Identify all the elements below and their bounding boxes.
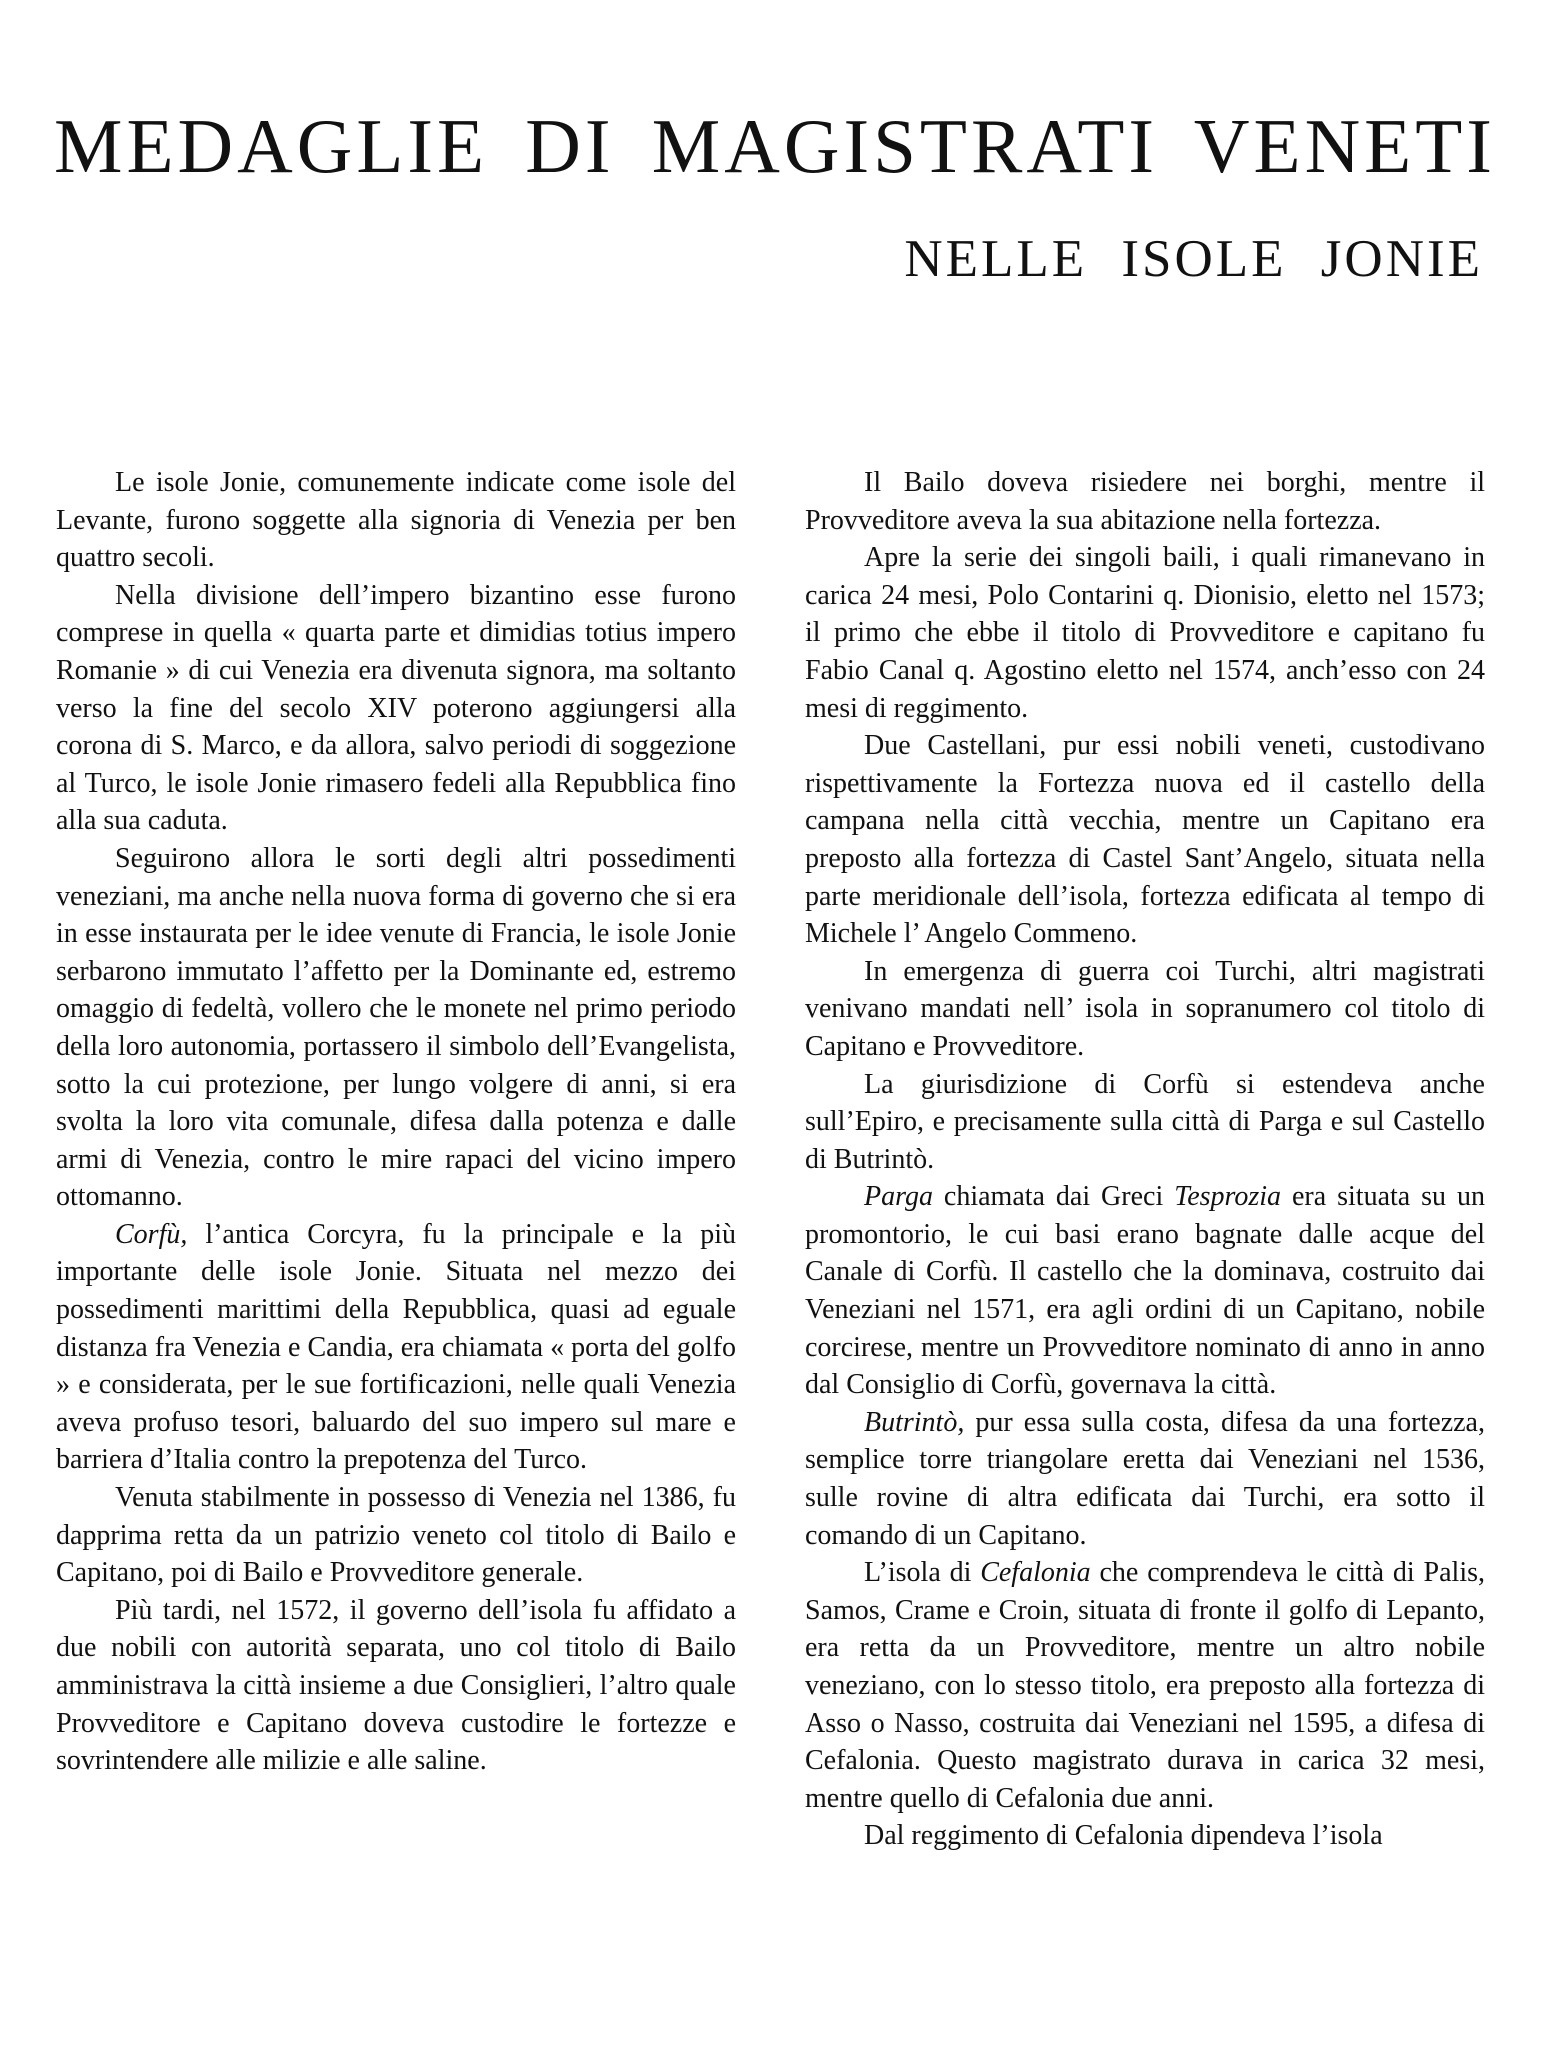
article-subtitle: NELLE ISOLE JONIE [904,230,1483,288]
paragraph: In emergenza di guerra coi Turchi, altri magistrati venivano mandati nell’ isola in sopranumero col titolo di Capitano e Provveditore. [805,955,1485,1062]
paragraph: Più tardi, nel 1572, il governo dell’isola fu affidato a due nobili con autorità separata, uno col titolo di Bailo amministrava la città insieme a due Consiglieri, l’altro quale Provveditore e Capitano doveva custodire le fortezze e sovrintendere alle milizie e alle saline. [56,1594,736,1777]
place-name-italic: Tesprozia [1174,1181,1282,1213]
paragraph-text: che comprendeva le città di Palis, Samos, Crame e Croin, situata di fronte il golfo di Lepanto, era retta da un Provveditore, mentre un altro nobile veneziano, con lo stesso titolo, era preposto alla fortezza di Asso o Nasso, costruita dai Veneziani nel 1595, a difesa di Cefalonia. Questo magistrato durava in carica 32 mesi, mentre quello di Cefalonia due anni. [805,1557,1485,1814]
paragraph: Nella divisione dell’impero bizantino esse furono comprese in quella « quarta parte et dimidias totius impero Romanie » di cui Venezia era divenuta signora, ma soltanto verso la fine del secolo XIV poterono aggiungersi alla corona di S. Marco, e da allora, salvo periodi di soggezione al Turco, le isole Jonie rimasero fedeli alla Repubblica fino alla sua caduta. [56,579,736,837]
paragraph-text: l’antica Corcyra, fu la principale e la più importante delle isole Jonie. Situata nel mezzo dei possedimenti marittimi della Repubblica, quasi ad eguale distanza fra Venezia e Candia, era chiamata « porta del golfo » e considerata, per le sue fortificazioni, nelle quali Venezia aveva profuso tesori, baluardo del suo impero sul mare e barriera d’Italia contro la prepotenza del Turco. [56,1218,736,1476]
place-name-italic: Butrintò, [864,1406,965,1438]
paragraph [805,1178,1485,1404]
paragraph: Due Castellani, pur essi nobili veneti, custodivano rispettivamente la Fortezza nuova ed il castello della campana nella città vecchia, mentre un Capitano era preposto alla fortezza di Castel Sant’Angelo, situata nella parte meridionale dell’isola, fortezza edificata al tempo di Michele l’ Angelo Commeno. [805,730,1485,950]
paragraph: Venuta stabilmente in possesso di Venezia nel 1386, fu dapprima retta da un patrizio veneto col titolo di Bailo e Capitano, poi di Bailo e Provveditore generale. [56,1482,736,1589]
paragraph: Seguirono allora le sorti degli altri possedimenti veneziani, ma anche nella nuova forma di governo che si era in esse instaurata per le idee venute di Francia, le isole Jonie serbarono immutato l’affetto per la Dominante ed, estremo omaggio di fedeltà, vollero che le monete nel primo periodo della loro autonomia, portassero il simbolo dell’Evangelista, sotto la cui protezione, per lungo volgere di anni, si era svolta la loro vita comunale, difesa dalla potenza e dalle armi di Venezia, contro le mire rapaci del vicino impero ottomanno. [56,842,736,1213]
paragraph: Apre la serie dei singoli baili, i quali rimanevano in carica 24 mesi, Polo Contarini q. Dionisio, eletto nel 1573; il primo che ebbe il titolo di Provveditore e capitano fu Fabio Canal q. Agostino eletto nel 1574, anch’esso con 24 mesi di reggimento. [805,542,1485,724]
place-name-italic: Corfù, [115,1218,188,1250]
paragraph-text: L’isola di [864,1557,981,1589]
paragraph [805,1404,1485,1554]
paragraph: Dal reggimento di Cefalonia dipendeva l’isola [864,1820,1383,1852]
paragraph-text: chiamata dai Greci [932,1181,1175,1213]
right-text-column [805,464,1485,1855]
paragraph-text: pur essa sulla costa, difesa da una fortezza, semplice torre triangolare eretta dai Veneziani nel 1536, sulle rovine di altra edificata dai Turchi, era sotto il comando di un Capitano. [805,1406,1485,1551]
paragraph [805,1554,1485,1817]
place-name-italic: Cefalonia [980,1557,1091,1589]
paragraph [56,1216,736,1479]
place-name-italic: Parga [864,1181,933,1213]
paragraph: Il Bailo doveva risiedere nei borghi, mentre il Provveditore aveva la sua abitazione nella fortezza. [805,467,1485,536]
paragraph: La giurisdizione di Corfù si estendeva anche sull’Epiro, e precisamente sulla città di Parga e sul Castello di Butrintò. [805,1068,1485,1175]
paragraph-text: era situata su un promontorio, le cui basi erano bagnate dalle acque del Canale di Corfù. Il castello che la dominava, costruito dai Veneziani nel 1571, era agli ordini di un Capitano, nobile corcirese, mentre un Provveditore nominato di anno in anno dal Consiglio di Corfù, governava la città. [805,1181,1485,1401]
paragraph: Le isole Jonie, comunemente indicate come isole del Levante, furono soggette alla signoria di Venezia per ben quattro secoli. [56,467,736,574]
article-title: MEDAGLIE DI MAGISTRATI VENETI [54,103,1496,189]
left-text-column [56,464,736,1780]
